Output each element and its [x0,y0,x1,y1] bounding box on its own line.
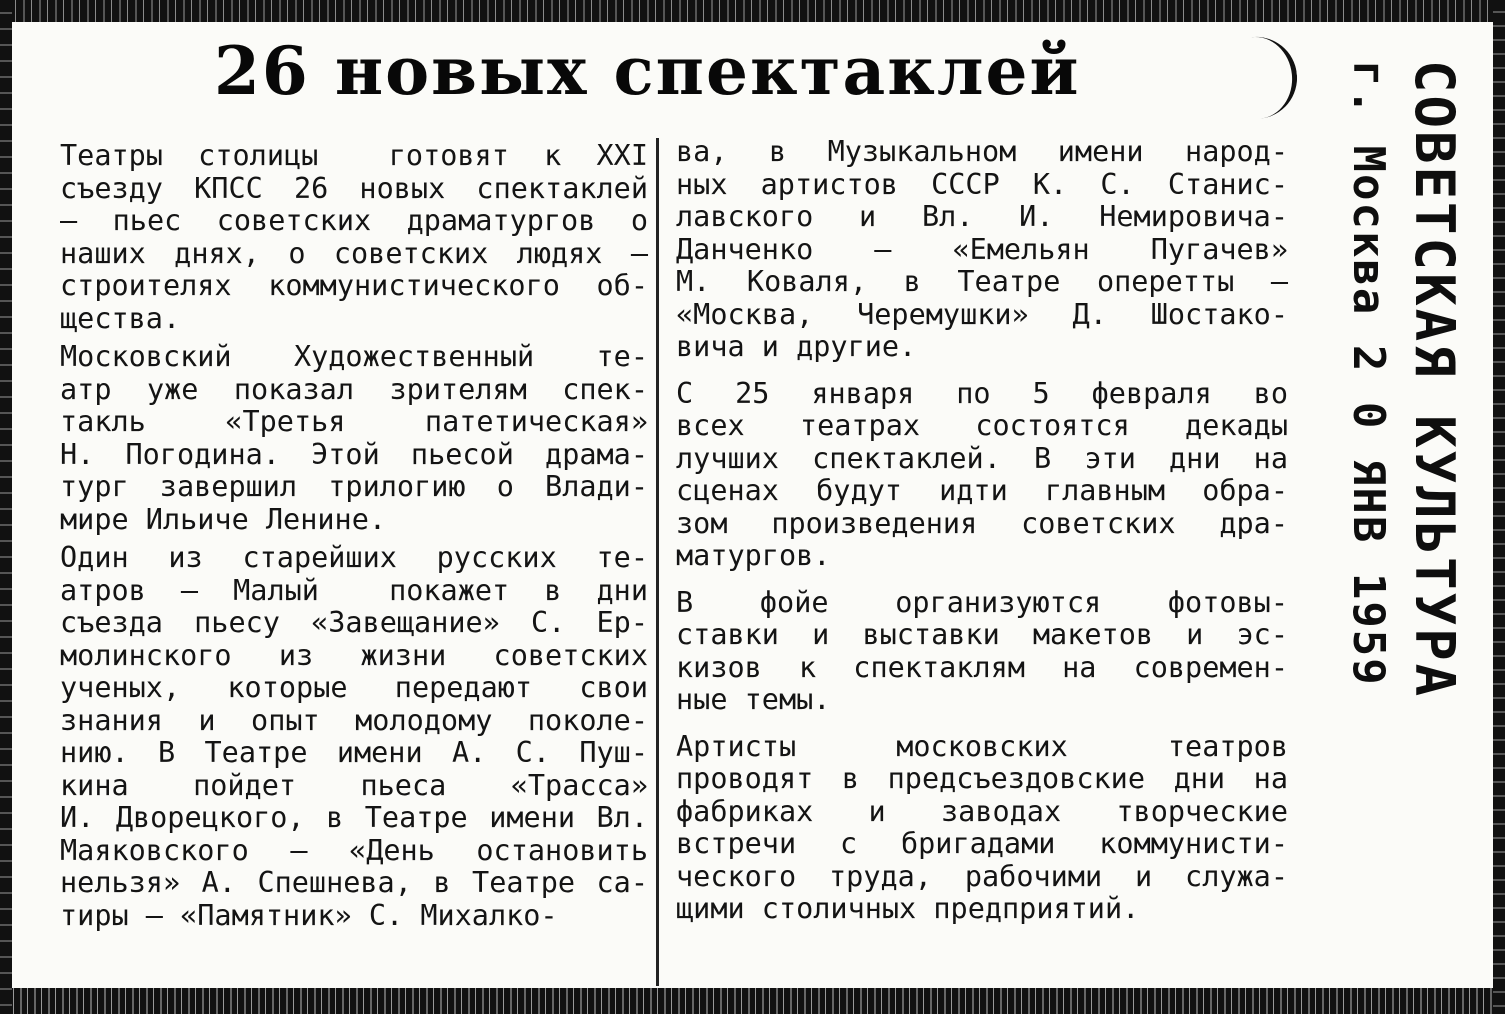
paragraph [676,731,1288,926]
stamp-newspaper-name: СОВЕТСКАЯ КУЛЬТУРА [1403,60,1466,700]
text-line: ных артистов СССР К. С. Станис- [676,167,1288,201]
article-headline: 26 новых спектаклей [214,32,1081,110]
paragraph [676,136,1288,364]
scan-border-top [0,0,1505,22]
text-line: ческого труда, рабочими и служа- [676,859,1288,893]
text-line: всех театрах состоятся декады [676,409,1288,442]
text-line: матургов. [676,539,831,572]
paragraph [60,542,648,932]
text-line: фабриках и заводах творческие [676,794,1288,828]
archive-stamp [1306,60,1482,940]
text-line: сценах будут идти главным обра- [676,474,1288,507]
text-line: такль «Третья патетическая» [60,405,648,438]
text-line: ставки и выставки макетов и эс- [676,618,1288,651]
text-line: Один из старейших русских те- [60,541,648,574]
text-line: строителях коммунистического об- [60,269,648,302]
paragraph [676,378,1288,573]
scan-border-left [0,0,12,1014]
text-line: «Москва, Черемушки» Д. Шостако- [676,297,1288,331]
text-line: кина пойдет пьеса «Трасса» [60,768,648,802]
text-line: щества. [60,301,181,335]
text-line: съезда пьесу «Завещание» С. Ер- [60,606,648,639]
text-line: Московский Художественный те- [60,340,648,373]
column-divider [656,138,659,986]
text-line: нию. В Театре имени А. С. Пуш- [60,736,648,769]
text-line: В фойе организуются фотовы- [676,585,1288,619]
stamp-place-date: г. Москва 2 0 ЯНВ 1959 [1343,60,1394,687]
text-line: атр уже показал зрителям спек- [60,372,648,406]
text-line: знания и опыт молодому поколе- [60,703,648,737]
paragraph [676,587,1288,717]
article-column-left [60,140,648,938]
text-line: С 25 января по 5 февраля во [676,376,1288,410]
text-line: щими столичных предприятий. [676,892,1140,925]
text-line: молинского из жизни советских [60,638,648,672]
text-line: И. Дворецкого, в Театре имени Вл. [60,801,648,834]
text-line: лавского и Вл. И. Немировича- [676,200,1288,233]
scan-border-bottom [0,988,1505,1014]
paragraph [60,341,648,536]
pencil-mark [1228,33,1301,121]
text-line: кизов к спектаклям на современ- [676,650,1288,684]
text-line: ва, в Музыкальном имени народ- [676,135,1288,168]
text-line: ные темы. [676,683,831,716]
text-line: встречи с бригадами коммунисти- [676,827,1288,860]
text-line: проводят в предсъездовские дни на [676,762,1288,795]
paragraph [60,140,648,335]
text-line: нельзя» А. Спешнева, в Театре са- [60,866,648,899]
text-line: зом произведения советских дра- [676,506,1288,540]
text-line: тиры — «Памятник» С. Михалко- [60,898,558,932]
text-line: Артисты московских театров [676,729,1288,763]
text-line: ученых, которые передают свои [60,671,648,704]
text-line: М. Коваля, в Театре оперетты — [676,265,1288,298]
text-line: лучших спектаклей. В эти дни на [676,441,1288,475]
scan-border-right [1493,0,1505,1014]
text-line: вича и другие. [676,330,917,363]
text-line: Н. Погодина. Этой пьесой драма- [60,437,648,471]
text-line: Маяковского — «День остановить [60,833,648,867]
text-line: тург завершил трилогию о Влади- [60,470,648,503]
text-line: наших днях, о советских людях — [60,236,648,270]
text-line: Данченко — «Емельян Пугачев» [676,232,1288,266]
article-column-right [676,136,1288,932]
text-line: мире Ильиче Ленине. [60,502,387,536]
text-line: съезду КПСС 26 новых спектаклей [60,171,648,205]
text-line: Театры столицы готовят к XXI [60,139,648,172]
text-line: атров — Малый покажет в дни [60,573,648,607]
text-line: — пьес советских драматургов о [60,204,648,237]
